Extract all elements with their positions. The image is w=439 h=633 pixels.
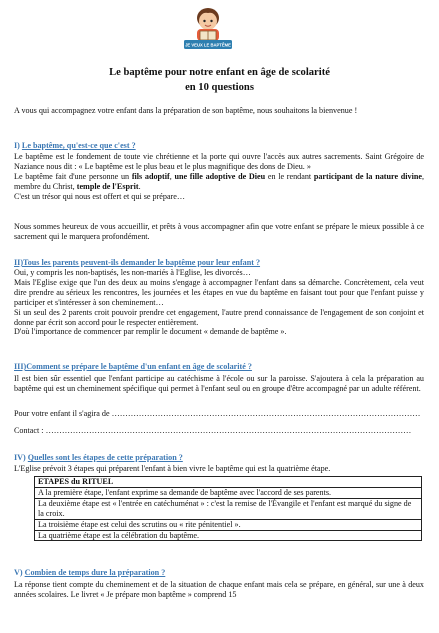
contact-label: Contact : (14, 426, 46, 435)
table-row (35, 487, 422, 498)
section-3-paragraph-1: Il est bien sûr essentiel que l'enfant participe au catéchisme à l'école ou sur la paroisse. S'ajoutera à cela la préparation au baptême qui est un cheminement spécifique qui permet à l'enfant seul ou en groupe d'être accompagné par un adulte référent. (14, 374, 424, 393)
table-header-cell: ETAPES du RITUEL (35, 477, 422, 488)
section-1-paragraph-2: Le baptême fait d'une personne un fils adoptif, une fille adoptive de Dieu en le rendant participant de la nature divine, membre du Christ, temple de l'Esprit. (14, 171, 425, 191)
child-reading-illustration (183, 4, 233, 52)
page-title-line-1: Le baptême pour notre enfant en âge de scolarité (109, 67, 330, 78)
table-row (35, 519, 422, 530)
section-1-body (14, 152, 424, 202)
section-2-heading (14, 258, 424, 268)
section-1-paragraph-4: Nous sommes heureux de vous accueillir, et prêts à vous accompagner afin que votre enfant se prépare le mieux possible à ce sacrement qui le marquera profondément. (14, 222, 424, 241)
section-4-heading (14, 453, 424, 463)
table-row (35, 498, 422, 519)
section-2-paragraph-4: D'où l'importance de commencer par remplir le document « demande de baptême ». (14, 327, 287, 337)
page-title-line-2: en 10 questions (185, 82, 254, 93)
contact-field (14, 426, 424, 436)
table-cell: A la première étape, l'enfant exprime sa demande de baptême avec l'accord de ses parents. (35, 487, 422, 498)
section-5-heading (14, 568, 424, 578)
section-4-title: Quelles sont les étapes de cette préparation ? (27, 453, 183, 462)
rite-steps-table (34, 476, 422, 541)
child-program-blank[interactable]: …………………………………………………………………………………………………… (111, 409, 421, 418)
intro-paragraph: A vous qui accompagnez votre enfant dans la préparation de son baptême, nous souhaitons la bienvenue ! (14, 106, 358, 115)
child-program-field (14, 409, 424, 419)
table-cell: La deuxième étape est « l'entrée en catéchuménat » : c'est la remise de l'Évangile et l'enfant est marqué du signe de la croix. (35, 498, 422, 519)
contact-blank[interactable]: ……………………………………………………………………………………………………………………… (45, 426, 412, 435)
section-1-number: I) (14, 141, 22, 150)
logo-banner-text: JE VEUX LE BAPTÊME (185, 42, 231, 48)
child-program-label: Pour votre enfant il s'agira de (14, 409, 112, 418)
section-3-title: III)Comment se prépare le baptême d'un enfant en âge de scolarité ? (14, 362, 252, 371)
section-1-paragraph-3: C'est un trésor qui nous est offert et qui se prépare… (14, 191, 185, 201)
section-4-number: IV) (14, 453, 28, 462)
logo (183, 4, 233, 52)
section-2-paragraph-1: Oui, y compris les non-baptisés, les non-mariés à l'Eglise, les divorcés… (14, 268, 251, 277)
table-cell: La troisième étape est celui des scrutins ou « rite pénitentiel ». (35, 519, 422, 530)
table-row (35, 477, 422, 488)
section-1-title: Le baptême, qu'est-ce que c'est ? (21, 141, 136, 150)
section-5-number: V) (14, 568, 25, 577)
section-5-title: Combien de temps dure la préparation ? (24, 568, 166, 577)
table-row (35, 530, 422, 541)
section-5-paragraph-1: La réponse tient compte du cheminement et de la situation de chaque enfant mais cela se prépare, en général, sur une à deux années scolaires. Le livret « Je prépare mon baptême » comprend 15 (14, 580, 424, 599)
section-3-heading (14, 362, 424, 372)
section-2-title: II)Tous les parents peuvent-ils demander le baptême pour leur enfant ? (14, 258, 261, 267)
section-2-paragraph-3: Si un seul des 2 parents croit pouvoir prendre cet engagement, l'autre prend connaissance de l'engagement de son conjoint et donne par écrit son accord pour le respecter entièrement. (14, 307, 424, 327)
table-cell: La quatrième étape est la célébration du baptême. (35, 530, 422, 541)
section-1-paragraph-1: Le baptême est le fondement de toute vie chrétienne et la porte qui ouvre l'accès aux autres sacrements. Saint Grégoire de Naziance nous dit : « Le baptême est le plus beau et le plus magnifique des dons de Dieu. » (14, 152, 424, 171)
section-2-body (14, 268, 424, 337)
section-2-paragraph-2: Mais l'Eglise exige que l'un des deux au moins s'engage à accompagner l'enfant dans sa démarche. Concrètement, cela veut dire prendre au sérieux les rencontres, les journées et les étapes en vue du baptême en faisant tout pour que l'enfant puisse y participer et s'intéresser à son cheminement… (14, 277, 424, 307)
section-1-heading (14, 141, 424, 151)
section-4-paragraph-1: L'Eglise prévoit 3 étapes qui préparent l'enfant à bien vivre le baptême qui est la quatrième étape. (14, 464, 331, 473)
